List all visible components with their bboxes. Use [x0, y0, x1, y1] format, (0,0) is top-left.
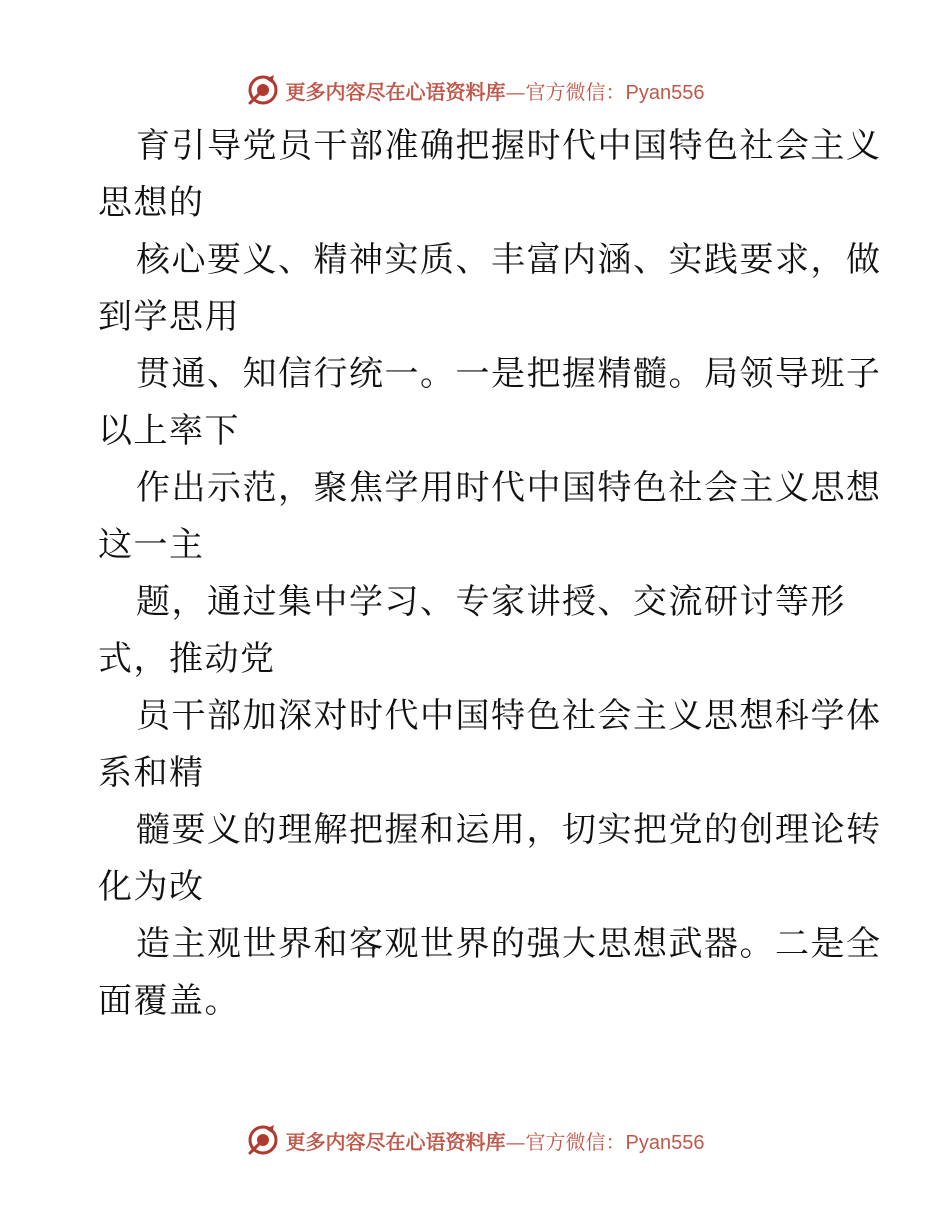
paragraph-3: [98, 346, 882, 460]
paragraph-line: 到学思用: [98, 297, 240, 337]
watermark-text: 更多内容尽在心语资料库—官方微信：Pyan556: [285, 79, 705, 104]
paragraph-line: 核心要义、精神实质、丰富内涵、实践要求，做: [136, 240, 882, 280]
paragraph-line: 式，推动党: [98, 639, 276, 679]
paragraph-line: 这一主: [98, 525, 205, 565]
paragraph-2: [98, 232, 882, 346]
paragraph-5: [98, 574, 858, 688]
paragraph-line: 面覆盖。: [98, 981, 240, 1021]
header-watermark: [0, 70, 950, 110]
document-body: [98, 118, 882, 1030]
paragraph-1: [98, 118, 882, 232]
paragraph-line: 系和精: [98, 753, 205, 793]
footer-watermark: [0, 1120, 950, 1160]
watermark-text: 更多内容尽在心语资料库—官方微信：Pyan556: [285, 1129, 705, 1154]
pen-logo-icon: [246, 1123, 280, 1157]
paragraph-line: 思想的: [98, 183, 205, 223]
paragraph-line: 化为改: [98, 867, 205, 907]
paragraph-line: 以上率下: [98, 411, 240, 451]
paragraph-line: 髓要义的理解把握和运用，切实把党的创理论转: [136, 810, 882, 850]
paragraph-line: 员干部加深对时代中国特色社会主义思想科学体: [136, 696, 882, 736]
paragraph-line: 造主观世界和客观世界的强大思想武器。二是全: [136, 924, 882, 964]
pen-logo-icon: [246, 73, 280, 107]
paragraph-7: [98, 802, 882, 916]
paragraph-line: 贯通、知信行统一。一是把握精髓。局领导班子: [136, 354, 882, 394]
paragraph-4: [98, 460, 882, 574]
paragraph-line: 育引导党员干部准确把握时代中国特色社会主义: [136, 126, 882, 166]
paragraph-6: [98, 688, 882, 802]
paragraph-line: 题，通过集中学习、专家讲授、交流研讨等形: [136, 582, 846, 622]
paragraph-line: 作出示范，聚焦学用时代中国特色社会主义思想: [136, 468, 882, 508]
paragraph-8: [98, 916, 882, 1030]
